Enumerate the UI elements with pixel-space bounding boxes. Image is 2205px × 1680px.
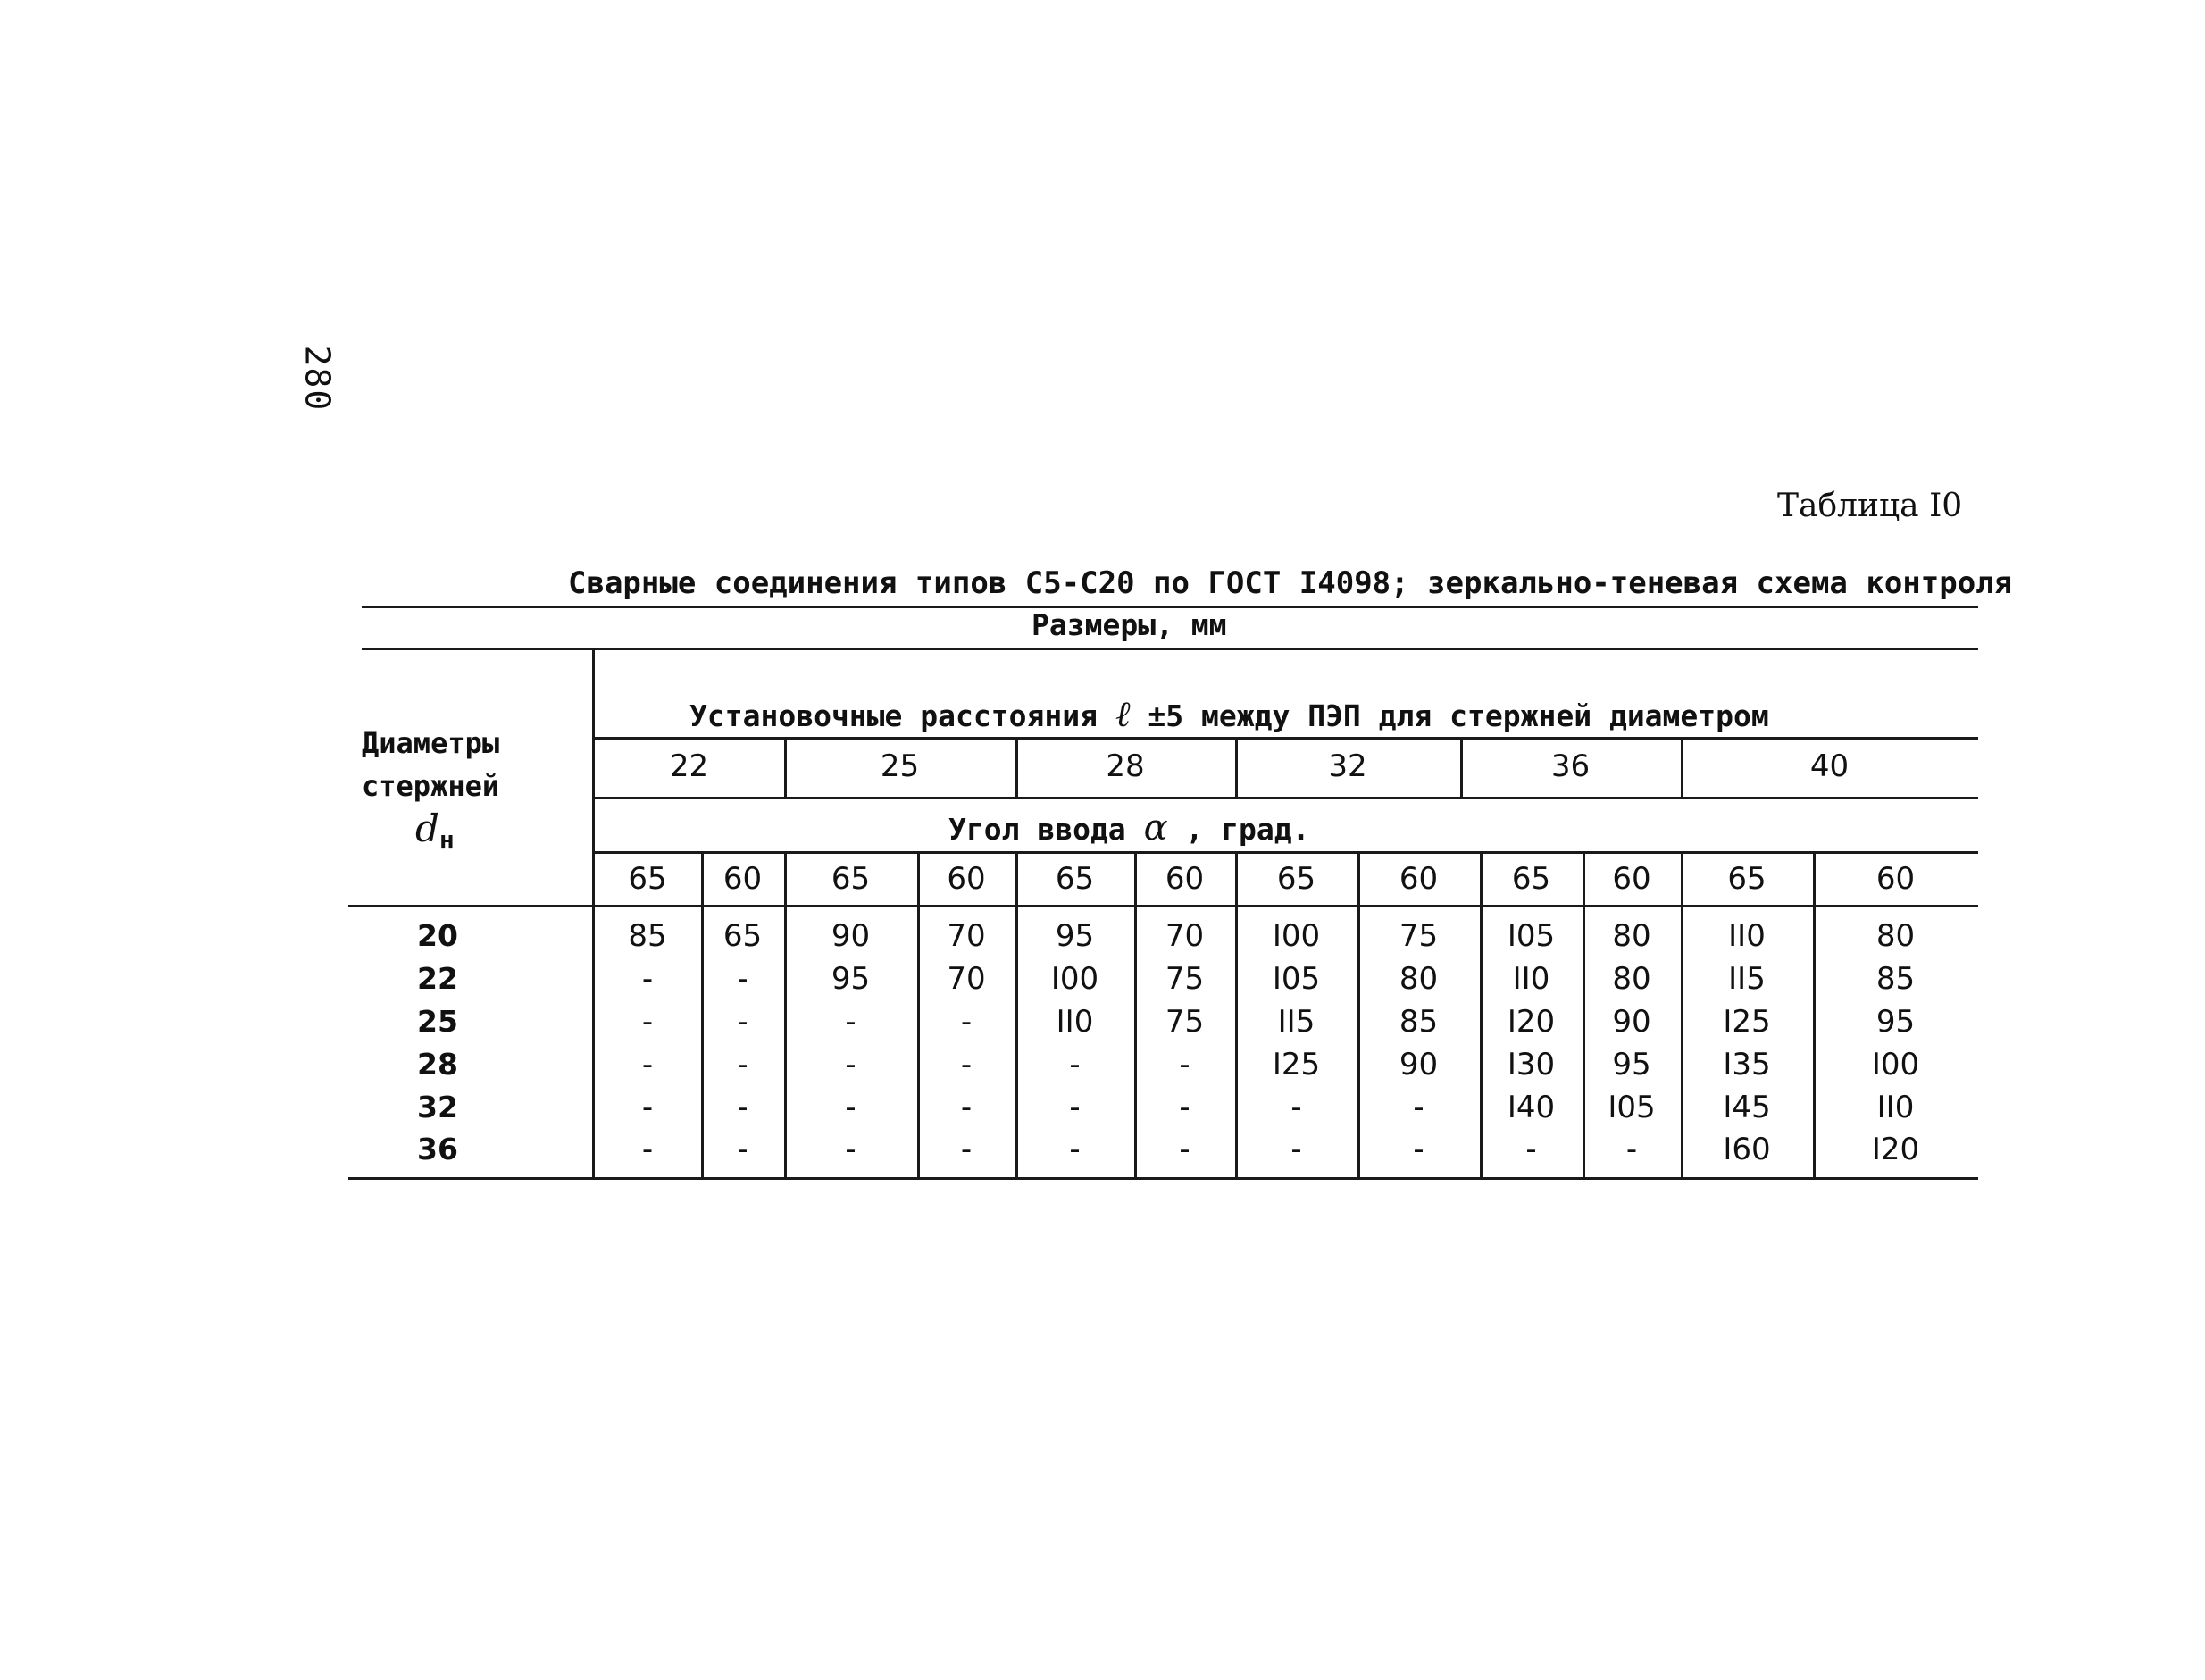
table-cell: - (1179, 1132, 1190, 1167)
table-cell: - (1413, 1090, 1424, 1125)
angle-header-prefix: Угол ввода (948, 812, 1126, 847)
table-cell: - (845, 1047, 856, 1082)
table-cell: I25 (1723, 1004, 1771, 1040)
table-cell: I25 (1272, 1047, 1321, 1082)
subcolumn-divider (1235, 853, 1238, 1179)
table-cell: 80 (1612, 918, 1651, 954)
table-cell: - (1525, 1132, 1537, 1167)
angle-cell: 65 (831, 861, 871, 897)
subcolumn-divider (1681, 853, 1683, 1179)
diameter-header-cell: 36 (1550, 748, 1591, 784)
diameter-header-cell: 22 (669, 748, 709, 784)
angle-cell: 65 (628, 861, 667, 897)
subcolumn-divider (1480, 853, 1483, 1179)
subcolumn-divider (1015, 853, 1018, 1179)
row-diameter-label: 36 (417, 1132, 458, 1166)
table-cell: I00 (1272, 918, 1321, 954)
angle-header-symbol: α (1143, 807, 1168, 848)
units-rule (362, 648, 1978, 650)
table-cell: - (845, 1090, 856, 1125)
table-cell: - (1290, 1132, 1302, 1167)
table-cell: - (1069, 1132, 1081, 1167)
table-cell: II0 (1056, 1004, 1094, 1040)
table-cell: - (960, 1090, 973, 1125)
table-cell: 85 (1399, 1004, 1439, 1040)
angle-cell: 65 (1727, 861, 1767, 897)
group-divider (784, 739, 787, 798)
table-cell: - (737, 1132, 748, 1167)
stub-subscript: н (438, 825, 455, 855)
table-cell: I20 (1507, 1004, 1556, 1040)
table-cell: - (737, 961, 748, 997)
angle-cell: 65 (1055, 861, 1095, 897)
angle-cell: 65 (1511, 861, 1551, 897)
table-cell: - (1069, 1090, 1081, 1125)
group-divider (1460, 739, 1463, 798)
table-cell: I30 (1507, 1047, 1556, 1082)
angle-cell: 60 (1612, 861, 1651, 897)
stub-symbol: d (415, 807, 439, 850)
table-cell: 90 (1399, 1047, 1439, 1082)
table-label: Таблица I0 (1777, 488, 1963, 524)
table-caption: Сварные соединения типов С5-С20 по ГОСТ I4098; зеркально-теневая схема контроля (568, 565, 2013, 601)
stub-header-line1: Диаметры (362, 726, 500, 760)
angle-header (948, 807, 1310, 848)
table-cell: - (960, 1047, 973, 1082)
table-cell: I40 (1507, 1090, 1556, 1125)
table-cell: 95 (831, 961, 871, 997)
table-cell: 70 (947, 918, 986, 954)
stub-header (362, 722, 499, 862)
diameter-header-cell: 28 (1106, 748, 1145, 784)
units-label: Размеры, мм (1032, 607, 1227, 642)
table-cell: 80 (1875, 918, 1916, 954)
table-cell: II0 (1728, 918, 1766, 954)
setup-header-rule (594, 737, 1978, 740)
page-number: 280 (297, 345, 338, 413)
table-cell: 75 (1399, 918, 1439, 954)
table-cell: - (845, 1004, 856, 1040)
angle-header-rule (594, 851, 1978, 854)
table-cell: I05 (1608, 1090, 1656, 1125)
table-cell: I05 (1507, 918, 1556, 954)
diameter-header-cell: 25 (880, 748, 920, 784)
diameter-header-cell: 32 (1328, 748, 1367, 784)
angle-cell: 60 (1165, 861, 1205, 897)
setup-header-prefix: Установочные расстояния (689, 698, 1098, 733)
diameter-header-cell: 40 (1809, 748, 1850, 784)
table-cell: - (1179, 1090, 1190, 1125)
table-cell: 85 (628, 918, 667, 954)
angle-cell: 60 (722, 861, 763, 897)
table-cell: II5 (1277, 1004, 1315, 1040)
table-cell: 95 (1875, 1004, 1916, 1040)
row-diameter-label: 20 (417, 918, 458, 953)
row-diameter-label: 32 (417, 1090, 458, 1124)
table-cell: I45 (1723, 1090, 1771, 1125)
table-cell: I05 (1272, 961, 1321, 997)
angle-cell: 65 (1276, 861, 1316, 897)
table-cell: - (1179, 1047, 1190, 1082)
angle-cell: 60 (1399, 861, 1439, 897)
table-cell: - (641, 1132, 654, 1167)
angle-cell: 60 (947, 861, 986, 897)
table-cell: 85 (1875, 961, 1916, 997)
table-cell: II0 (1876, 1090, 1915, 1125)
table-cell: 90 (1612, 1004, 1651, 1040)
table-cell: 90 (831, 918, 871, 954)
table-cell: I35 (1723, 1047, 1771, 1082)
subcolumn-divider (701, 853, 704, 1179)
table-cell: - (845, 1132, 856, 1167)
subcolumn-divider (1357, 853, 1360, 1179)
table-cell: - (960, 1132, 973, 1167)
table-cell: 75 (1165, 961, 1205, 997)
group-divider (1015, 739, 1018, 798)
table-cell: - (1069, 1047, 1081, 1082)
angle-cell: 60 (1875, 861, 1916, 897)
table-cell: I20 (1871, 1132, 1920, 1167)
table-cell: I60 (1723, 1132, 1771, 1167)
table-cell: II5 (1728, 961, 1766, 997)
subcolumn-divider (917, 853, 920, 1179)
table-cell: - (641, 961, 654, 997)
subcolumn-divider (1134, 853, 1137, 1179)
table-cell: - (641, 1047, 654, 1082)
subcolumn-divider (1813, 853, 1816, 1179)
row-diameter-label: 25 (417, 1004, 458, 1039)
group-divider (1681, 739, 1683, 798)
row-diameter-label: 28 (417, 1047, 458, 1082)
table-cell: I00 (1871, 1047, 1920, 1082)
setup-header-symbol: ℓ (1115, 694, 1131, 735)
table-cell: - (1625, 1132, 1638, 1167)
table-cell: - (641, 1004, 654, 1040)
table-cell: 95 (1055, 918, 1095, 954)
subcolumn-divider (1583, 853, 1585, 1179)
table-cell: 95 (1612, 1047, 1651, 1082)
group-divider (1235, 739, 1238, 798)
table-cell: - (960, 1004, 973, 1040)
stub-header-symbol (362, 807, 499, 862)
table-cell: - (737, 1004, 748, 1040)
stub-header-line2: стержней (362, 769, 500, 803)
row-diameter-label: 22 (417, 961, 458, 996)
table-cell: - (1290, 1090, 1302, 1125)
stub-divider (592, 648, 595, 1180)
table-cell: 65 (722, 918, 763, 954)
table-cell: - (1413, 1132, 1424, 1167)
angle-header-suffix: , град. (1185, 812, 1310, 847)
table-cell: 80 (1612, 961, 1651, 997)
table-cell: - (737, 1090, 748, 1125)
setup-header-suffix: ±5 между ПЭП для стержней диаметром (1148, 698, 1769, 733)
table-cell: - (641, 1090, 654, 1125)
table-cell: 80 (1399, 961, 1439, 997)
subcolumn-divider (784, 853, 787, 1179)
table-cell: 75 (1165, 1004, 1205, 1040)
setup-distance-header (689, 693, 1769, 735)
table-cell: 70 (1165, 918, 1205, 954)
table-cell: I00 (1050, 961, 1099, 997)
table-cell: - (737, 1047, 748, 1082)
diameter-row-rule (594, 797, 1978, 799)
table-cell: II0 (1512, 961, 1550, 997)
table-cell: 70 (947, 961, 986, 997)
